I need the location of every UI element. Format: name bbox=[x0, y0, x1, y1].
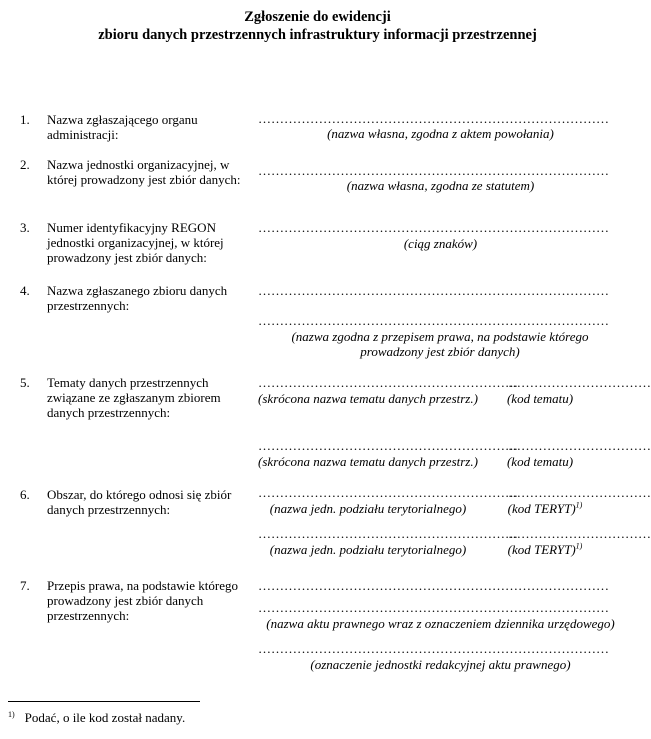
item-6-number: 6. bbox=[20, 487, 30, 502]
item-6-area-name-fill-1[interactable]: …………………………………………………… bbox=[258, 485, 518, 500]
item-4-caption: (nazwa zgodna z przepisem prawa, na podstawie którego prowadzony jest zbiór danych) bbox=[291, 329, 589, 359]
item-5-caption-name-2: (skrócona nazwa tematu danych przestrz.) bbox=[258, 454, 478, 469]
item-1-caption: (nazwa własna, zgodna z aktem powołania) bbox=[327, 126, 554, 141]
item-4-label: Nazwa zgłaszanego zbioru danych przestrzennych: bbox=[47, 283, 228, 313]
item-5-topic-name-fill-2[interactable]: …………………………………………………… bbox=[258, 438, 518, 453]
item-2-label: Nazwa jednostki organizacyjnej, w której prowadzony jest zbiór danych: bbox=[47, 157, 241, 187]
item-6-teryt-fill-2[interactable]: …………………………… bbox=[508, 526, 651, 541]
item-1-fill-line[interactable]: ……………………………………………………………………… bbox=[258, 111, 609, 126]
item-4-number: 4. bbox=[20, 283, 30, 298]
item-6-footnote-ref-2: 1) bbox=[575, 541, 583, 551]
item-1-number: 1. bbox=[20, 112, 30, 127]
footnote-mark: 1) bbox=[8, 709, 15, 719]
item-3-caption: (ciąg znaków) bbox=[403, 236, 478, 251]
item-7-caption-unit: (oznaczenie jednostki redakcyjnej aktu prawnego) bbox=[310, 657, 571, 672]
item-2-number: 2. bbox=[20, 157, 30, 172]
item-6-caption-teryt-1 bbox=[495, 501, 595, 516]
item-3-fill-line[interactable]: ……………………………………………………………………… bbox=[258, 220, 609, 235]
item-6-caption-teryt-text-2: (kod TERYT) bbox=[507, 542, 576, 557]
item-6-caption-area-1: (nazwa jedn. podziału terytorialnego) bbox=[269, 501, 467, 516]
item-6-teryt-fill-1[interactable]: …………………………… bbox=[508, 485, 651, 500]
form-title-line1: Zgłoszenie do ewidencji bbox=[244, 9, 391, 25]
item-7-fill-line-3[interactable]: ……………………………………………………………………… bbox=[258, 641, 609, 656]
item-6-caption-teryt-text-1: (kod TERYT) bbox=[507, 501, 576, 516]
item-5-label: Tematy danych przestrzennych związane ze zgłaszanym zbiorem danych przestrzennych: bbox=[47, 375, 221, 420]
footnote-separator bbox=[8, 701, 200, 702]
item-5-caption-code-1: (kod tematu) bbox=[506, 391, 574, 406]
item-5-caption-code-2: (kod tematu) bbox=[506, 454, 574, 469]
item-1-label: Nazwa zgłaszającego organu administracji: bbox=[47, 112, 198, 142]
item-6-footnote-ref-1: 1) bbox=[575, 500, 583, 510]
item-5-topic-name-fill-1[interactable]: …………………………………………………… bbox=[258, 375, 518, 390]
item-7-fill-line-1[interactable]: ……………………………………………………………………… bbox=[258, 578, 609, 593]
item-7-caption-act: (nazwa aktu prawnego wraz z oznaczeniem dziennika urzędowego) bbox=[266, 616, 615, 631]
item-6-label: Obszar, do którego odnosi się zbiór danych przestrzennych: bbox=[47, 487, 232, 517]
item-2-fill-line[interactable]: ……………………………………………………………………… bbox=[258, 163, 609, 178]
item-4-fill-line-1[interactable]: ……………………………………………………………………… bbox=[258, 283, 609, 298]
item-6-caption-teryt-2 bbox=[495, 542, 595, 557]
item-5-number: 5. bbox=[20, 375, 30, 390]
form-title-line2: zbioru danych przestrzennych infrastruktury informacji przestrzennej bbox=[98, 27, 537, 43]
item-2-caption: (nazwa własna, zgodna ze statutem) bbox=[346, 178, 535, 193]
item-4-fill-line-2[interactable]: ……………………………………………………………………… bbox=[258, 313, 609, 328]
item-7-number: 7. bbox=[20, 578, 30, 593]
item-7-label: Przepis prawa, na podstawie którego prowadzony jest zbiór danych przestrzennych: bbox=[47, 578, 238, 623]
item-5-topic-code-fill-1[interactable]: …………………………… bbox=[508, 375, 651, 390]
item-6-caption-area-2: (nazwa jedn. podziału terytorialnego) bbox=[269, 542, 467, 557]
footnote-text: Podać, o ile kod został nadany. bbox=[24, 710, 186, 725]
item-5-caption-name-1: (skrócona nazwa tematu danych przestrz.) bbox=[258, 391, 478, 406]
item-6-area-name-fill-2[interactable]: …………………………………………………… bbox=[258, 526, 518, 541]
footnote bbox=[8, 710, 185, 726]
item-3-number: 3. bbox=[20, 220, 30, 235]
item-7-fill-line-2[interactable]: ……………………………………………………………………… bbox=[258, 600, 609, 615]
item-3-label: Numer identyfikacyjny REGON jednostki organizacyjnej, w której prowadzony jest zbiór danych: bbox=[47, 220, 224, 265]
item-5-topic-code-fill-2[interactable]: …………………………… bbox=[508, 438, 651, 453]
